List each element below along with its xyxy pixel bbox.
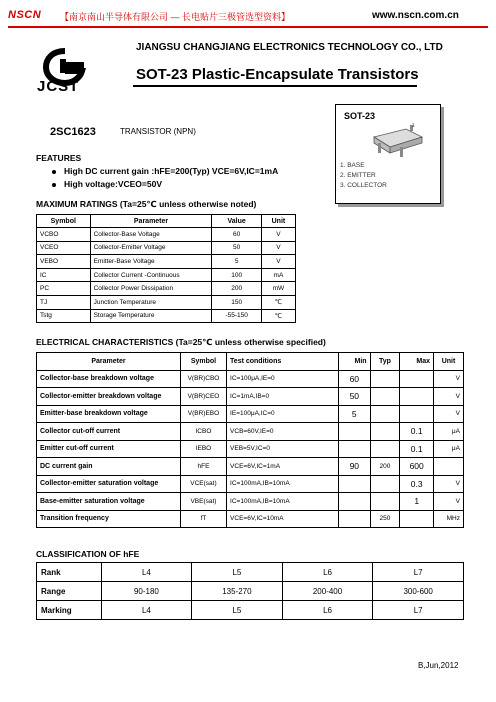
table-cell	[400, 388, 434, 406]
table-cell: 60	[339, 370, 371, 388]
max-ratings-table	[36, 214, 296, 323]
table-cell: ICBO	[180, 423, 226, 441]
table-cell: 50	[212, 241, 261, 255]
table-cell: V	[261, 228, 295, 242]
table-cell: V	[261, 255, 295, 269]
table-cell	[370, 475, 400, 493]
table-cell: Junction Temperature	[90, 295, 212, 309]
table-cell: IC=100μA,IE=0	[227, 370, 339, 388]
table-cell: VCE(sat)	[180, 475, 226, 493]
table-cell: VCB=60V,IE=0	[227, 423, 339, 441]
package-box	[335, 104, 441, 204]
col-header: Unit	[261, 215, 295, 228]
col-header: Unit	[433, 353, 463, 371]
table-cell: V	[433, 405, 463, 423]
table-cell: Tstg	[37, 309, 91, 323]
table-cell: Collector-emitter breakdown voltage	[37, 388, 181, 406]
table-cell: V(BR)CBO	[180, 370, 226, 388]
table-cell: 60	[212, 228, 261, 242]
table-cell	[370, 388, 400, 406]
table-cell: Emitter-Base Voltage	[90, 255, 212, 269]
table-cell: ℃	[261, 309, 295, 323]
table-cell: Rank	[37, 563, 102, 582]
table-cell: DC current gain	[37, 458, 181, 476]
table-cell: VEB=5V,IC=0	[227, 440, 339, 458]
table-row	[37, 309, 296, 323]
revision-date: B,Jun,2012	[418, 661, 459, 670]
table-cell: VCBO	[37, 228, 91, 242]
table-cell: 200	[370, 458, 400, 476]
table-cell: Transition frequency	[37, 510, 181, 528]
brand-text: 【南京南山半导体有限公司 — 长电贴片三极管选型资料】	[60, 12, 291, 22]
package-title: SOT-23	[344, 111, 376, 121]
table-cell: 5	[212, 255, 261, 269]
table-cell: μA	[433, 423, 463, 441]
part-type: TRANSISTOR (NPN)	[120, 127, 196, 136]
table-cell	[370, 423, 400, 441]
table-cell	[339, 475, 371, 493]
table-cell: L7	[373, 563, 464, 582]
table-cell: Collector Current -Continuous	[90, 268, 212, 282]
table-cell: -55-150	[212, 309, 261, 323]
table-cell: Collector Power Dissipation	[90, 282, 212, 296]
col-header: Parameter	[90, 215, 212, 228]
pin-3-label: 3. COLLECTOR	[340, 182, 387, 189]
feature-item: High DC current gain :hFE=200(Typ) VCE=6V,IC=1mA	[52, 166, 278, 176]
electrical-title: ELECTRICAL CHARACTERISTICS (Ta=25℃ unless otherwise specified)	[36, 337, 326, 347]
document-subtitle: SOT-23 Plastic-Encapsulate Transistors	[136, 66, 419, 83]
page-header	[0, 0, 496, 30]
table-cell: 100	[212, 268, 261, 282]
table-cell	[400, 510, 434, 528]
table-cell: Collector-base breakdown voltage	[37, 370, 181, 388]
table-cell: L7	[373, 601, 464, 620]
table-cell	[400, 405, 434, 423]
table-cell: V(BR)CEO	[180, 388, 226, 406]
table-cell: 0.1	[400, 423, 434, 441]
table-row	[37, 440, 464, 458]
table-row	[37, 582, 464, 601]
table-cell	[370, 370, 400, 388]
table-row	[37, 295, 296, 309]
table-cell: L5	[192, 601, 283, 620]
classification-table	[36, 562, 464, 620]
table-cell	[370, 440, 400, 458]
table-cell: IC=100mA,IB=10mA	[227, 493, 339, 511]
table-cell: V	[433, 370, 463, 388]
website-link[interactable]: www.nscn.com.cn	[372, 10, 459, 21]
table-cell	[370, 405, 400, 423]
table-row	[37, 423, 464, 441]
table-cell: Collector-emitter saturation voltage	[37, 475, 181, 493]
table-cell: VCE=6V,IC=1mA	[227, 458, 339, 476]
table-cell: MHz	[433, 510, 463, 528]
table-row	[37, 405, 464, 423]
table-row	[37, 255, 296, 269]
header-divider	[8, 26, 488, 28]
table-cell: VEBO	[37, 255, 91, 269]
table-row	[37, 475, 464, 493]
table-cell: 300-600	[373, 582, 464, 601]
table-cell	[339, 440, 371, 458]
subtitle-underline	[133, 85, 417, 87]
table-row	[37, 493, 464, 511]
table-cell: Range	[37, 582, 102, 601]
col-header: Typ	[370, 353, 400, 371]
table-cell: V	[433, 493, 463, 511]
table-cell: L4	[101, 563, 191, 582]
col-header: Value	[212, 215, 261, 228]
electrical-table	[36, 352, 464, 528]
bullet-icon	[52, 183, 56, 187]
table-cell: Emitter-base breakdown voltage	[37, 405, 181, 423]
classification-title: CLASSIFICATION OF hFE	[36, 549, 140, 559]
table-cell	[339, 510, 371, 528]
pin-2-label: 2. EMITTER	[340, 172, 376, 179]
col-header: Parameter	[37, 353, 181, 371]
table-cell: 90-180	[101, 582, 191, 601]
table-cell: 250	[370, 510, 400, 528]
table-cell: fT	[180, 510, 226, 528]
table-cell: 200	[212, 282, 261, 296]
table-cell: Storage Temperature	[90, 309, 212, 323]
svg-text:3: 3	[412, 123, 415, 128]
table-cell: 90	[339, 458, 371, 476]
table-cell: L4	[101, 601, 191, 620]
feature-item: High voltage:VCEO=50V	[52, 179, 162, 189]
table-cell: PC	[37, 282, 91, 296]
col-header: Symbol	[37, 215, 91, 228]
table-row	[37, 510, 464, 528]
table-row	[37, 268, 296, 282]
table-cell: IC	[37, 268, 91, 282]
table-cell	[339, 423, 371, 441]
pin-1-label: 1. BASE	[340, 162, 365, 169]
table-cell: VCEO	[37, 241, 91, 255]
table-cell: L6	[282, 601, 373, 620]
jcst-logo-text: JCST	[37, 78, 80, 95]
table-cell: 0.3	[400, 475, 434, 493]
table-cell: Collector-Base Voltage	[90, 228, 212, 242]
bullet-icon	[52, 170, 56, 174]
company-name: JIANGSU CHANGJIANG ELECTRONICS TECHNOLOGY CO., LTD	[136, 42, 443, 53]
table-cell: mW	[261, 282, 295, 296]
sot23-package-icon	[366, 123, 426, 159]
table-row	[37, 282, 296, 296]
col-header: Max	[400, 353, 434, 371]
table-cell: 135-270	[192, 582, 283, 601]
table-cell	[339, 493, 371, 511]
table-cell: TJ	[37, 295, 91, 309]
table-cell: 200-400	[282, 582, 373, 601]
table-cell: hFE	[180, 458, 226, 476]
table-cell: 5	[339, 405, 371, 423]
table-cell	[400, 370, 434, 388]
table-cell: 600	[400, 458, 434, 476]
table-cell	[370, 493, 400, 511]
col-header: Symbol	[180, 353, 226, 371]
table-cell: IE=100μA,IC=0	[227, 405, 339, 423]
table-cell: IC=1mA,IB=0	[227, 388, 339, 406]
features-title: FEATURES	[36, 153, 82, 163]
table-cell: ℃	[261, 295, 295, 309]
table-cell: V	[433, 475, 463, 493]
table-cell: Emitter cut-off current	[37, 440, 181, 458]
table-cell: Marking	[37, 601, 102, 620]
nscn-logo: NSCN	[8, 9, 42, 21]
table-row	[37, 388, 464, 406]
table-row	[37, 601, 464, 620]
table-cell: VBE(sat)	[180, 493, 226, 511]
table-cell: 50	[339, 388, 371, 406]
table-row	[37, 370, 464, 388]
table-cell: L5	[192, 563, 283, 582]
table-cell: mA	[261, 268, 295, 282]
col-header: Min	[339, 353, 371, 371]
table-cell: 1	[400, 493, 434, 511]
table-cell: V	[433, 388, 463, 406]
table-cell: 0.1	[400, 440, 434, 458]
table-cell: Base-emitter saturation voltage	[37, 493, 181, 511]
table-cell: L6	[282, 563, 373, 582]
table-row	[37, 458, 464, 476]
col-header: Test conditions	[227, 353, 339, 371]
part-number: 2SC1623	[50, 126, 96, 138]
table-cell: V(BR)EBO	[180, 405, 226, 423]
table-cell: 150	[212, 295, 261, 309]
table-cell: Collector cut-off current	[37, 423, 181, 441]
table-cell	[433, 458, 463, 476]
table-cell: V	[261, 241, 295, 255]
max-ratings-title: MAXIMUM RATINGS (Ta=25℃ unless otherwise noted)	[36, 199, 257, 209]
table-row	[37, 241, 296, 255]
table-cell: IEBO	[180, 440, 226, 458]
table-cell: μA	[433, 440, 463, 458]
table-cell: VCE=6V,IC=10mA	[227, 510, 339, 528]
table-row	[37, 228, 296, 242]
table-cell: IC=100mA,IB=10mA	[227, 475, 339, 493]
table-cell: Collector-Emitter Voltage	[90, 241, 212, 255]
table-row	[37, 563, 464, 582]
